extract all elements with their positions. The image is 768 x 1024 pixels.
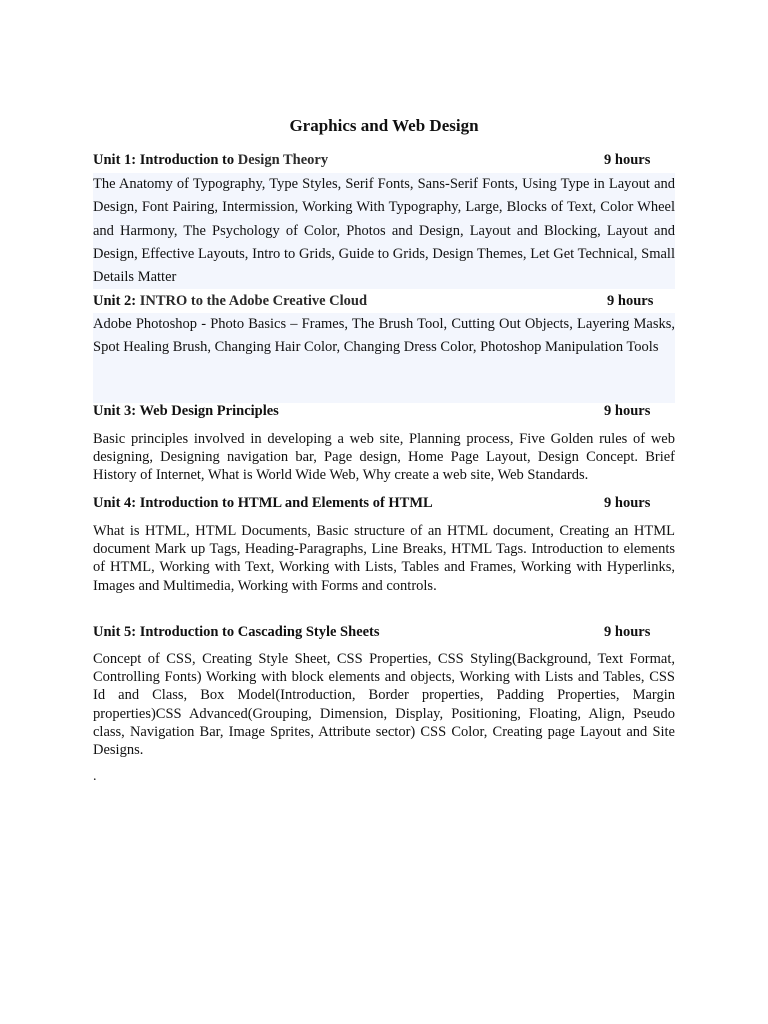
trailing-mark: . — [93, 769, 97, 784]
unit-4-content: What is HTML, HTML Documents, Basic structure of an HTML document, Creating an HTML document Mark up Tags, Heading-Paragraphs, Line Breaks, HTML Tags. Introduction to elements of HTML, Working with Text, Working with Lists, Tables and Frames, Working with Hyperlinks, Images and Multimedia, Working with Forms and controls. — [93, 523, 675, 594]
unit-1-heading — [93, 150, 675, 170]
document-title: Graphics and Web Design — [289, 116, 479, 135]
unit-1-topic: Design Theory — [237, 152, 329, 168]
unit-5-hours: 9 hours — [604, 624, 651, 640]
unit-4-hours: 9 hours — [604, 495, 651, 511]
unit-5-content: Concept of CSS, Creating Style Sheet, CSS Properties, CSS Styling(Background, Text Format, Controlling Fonts) Working with block elements and objects, Working with Lists and Tables, CSS Id and Class, Box Model(Introduction, Border properties, Padding Properties, Margin properties)CSS Advanced(Grouping, Dimension, Display, Positioning, Floating, Align, Pseudo class, Navigation Bar, Image Sprites, Attribute sector) CSS Color, Creating page Layout and Site Designs. — [93, 651, 675, 759]
unit-2-topic: INTRO to the Adobe Creative Cloud — [139, 293, 368, 309]
unit-4-label: Unit 4: Introduction to HTML and Elements of HTML — [93, 495, 433, 511]
unit-3-hours: 9 hours — [604, 403, 651, 419]
unit-1-label: Unit 1: Introduction to — [93, 152, 238, 168]
unit-5-label: Unit 5: Introduction to Cascading Style Sheets — [93, 624, 380, 640]
unit-2-heading — [93, 291, 675, 311]
unit-2-hours: 9 hours — [607, 293, 654, 309]
unit-3-label: Unit 3: Web Design Principles — [93, 403, 279, 419]
unit-4-heading — [93, 493, 675, 513]
unit-1-content: The Anatomy of Typography, Type Styles, Serif Fonts, Sans-Serif Fonts, Using Type in Layout and Design, Font Pairing, Intermission, Working With Typography, Large, Blocks of Text, Color Wheel and Harmony, The Psychology of Color, Photos and Design, Layout and Blocking, Layout and Design, Effective Layouts, Intro to Grids, Guide to Grids, Design Themes, Let Get Technical, Small Details Matter — [93, 173, 675, 289]
unit-5-heading — [93, 622, 675, 642]
unit-2-label: Unit 2: — [93, 293, 140, 309]
unit-2-content: Adobe Photoshop - Photo Basics – Frames, The Brush Tool, Cutting Out Objects, Layering Masks, Spot Healing Brush, Changing Hair Color, Changing Dress Color, Photoshop Manipulation Tools — [93, 313, 675, 403]
unit-3-heading — [93, 401, 675, 421]
unit-3-content: Basic principles involved in developing a web site, Planning process, Five Golden rules of web designing, Designing navigation bar, Page design, Home Page Layout, Design Concept. Brief History of Internet, What is World Wide Web, Why create a web site, Web Standards. — [93, 431, 675, 484]
unit-1-hours: 9 hours — [604, 152, 651, 168]
